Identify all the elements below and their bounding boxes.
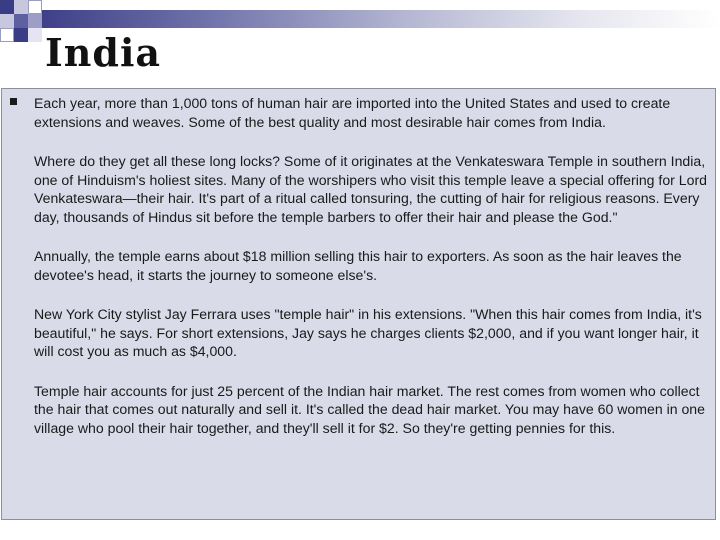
paragraph: Temple hair accounts for just 25 percent of the Indian hair market. The rest comes from women who collect the hair that comes out naturally and sell it. It's called the dead hair market. You may have 60 women in one village who pool their hair together, and they'll sell it for $2. So they're getting pennies for this. xyxy=(34,382,705,436)
slide-title: India xyxy=(45,30,162,75)
body-text xyxy=(34,94,710,458)
decorative-square xyxy=(0,28,14,42)
bullet-square-icon xyxy=(10,98,17,105)
decorative-square xyxy=(28,28,42,42)
header-gradient-bar xyxy=(40,10,720,28)
paragraph: Each year, more than 1,000 tons of human hair are imported into the United States and used to create extensions and weaves. Some of the best quality and most desirable hair comes from India. xyxy=(34,95,671,130)
decorative-square xyxy=(14,28,28,42)
decorative-square xyxy=(14,14,28,28)
decorative-square xyxy=(28,0,42,14)
decorative-square xyxy=(14,0,28,14)
paragraph: Where do they get all these long locks? Some of it originates at the Venkateswara Temple in southern India, one of Hinduism's holiest sites. Many of the worshipers who visit this temple leave a special offering for Lord Venkateswara—their hair. It's part of a ritual called tonsuring, the cutting of hair for religious reasons. Every day, thousands of Hindus sit before the temple barbers to offer their hair and please the God." xyxy=(34,153,707,225)
paragraph: New York City stylist Jay Ferrara uses "temple hair" in his extensions. "When this hair comes from India, it's beautiful," he says. For short extensions, Jay says he charges clients $2,000, and if you want longer hair, it will cost you as much as $4,000. xyxy=(34,306,702,359)
paragraph: Annually, the temple earns about $18 million selling this hair to exporters. As soon as the hair leaves the devotee's head, it starts the journey to someone else's. xyxy=(34,248,682,283)
decorative-square xyxy=(28,14,42,28)
decorative-square xyxy=(0,0,14,14)
decorative-square xyxy=(0,14,14,28)
